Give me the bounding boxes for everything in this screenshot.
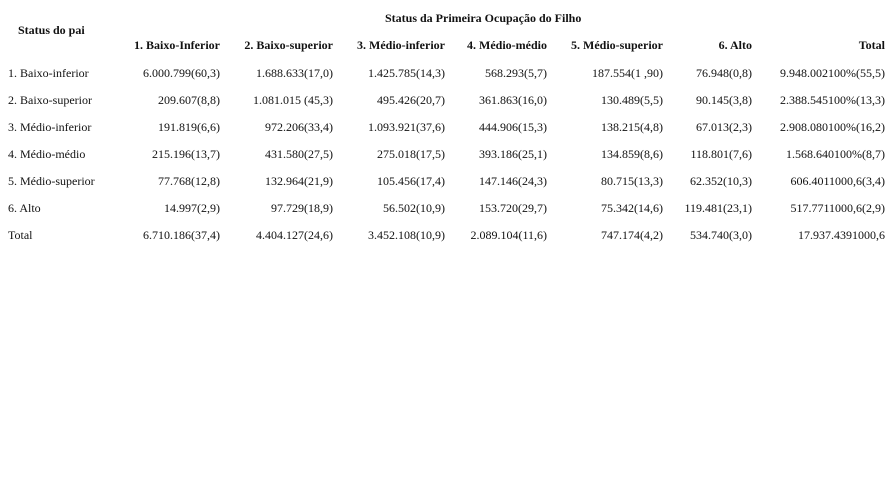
- column-header-2: 2. Baixo-superior: [244, 38, 333, 52]
- table-cell: 97.729(18,9): [271, 201, 333, 215]
- table-cell: 393.186(25,1): [479, 147, 547, 161]
- table-cell: 215.196(13,7): [152, 147, 220, 161]
- column-header-1: 1. Baixo-Inferior: [134, 38, 220, 52]
- column-header-4: 4. Médio-médio: [467, 38, 547, 52]
- table-cell: 76.948(0,8): [696, 66, 752, 80]
- total-cell: 3.452.108(10,9): [368, 228, 445, 242]
- total-cell: 4.404.127(24,6): [256, 228, 333, 242]
- table-cell: 191.819(6,6): [158, 120, 220, 134]
- table-cell: 187.554(1 ,90): [592, 66, 663, 80]
- table-cell-total: 9.948.002100%(55,5): [780, 66, 885, 80]
- table-cell: 138.215(4,8): [601, 120, 663, 134]
- table-cell: 105.456(17,4): [377, 174, 445, 188]
- table-cell: 56.502(10,9): [383, 201, 445, 215]
- table-cell: 1.425.785(14,3): [368, 66, 445, 80]
- table-cell: 90.145(3,8): [696, 93, 752, 107]
- table-cell: 1.093.921(37,6): [368, 120, 445, 134]
- grand-total-cell: 17.937.4391000,6: [798, 228, 885, 242]
- father-status-header: Status do pai: [18, 23, 85, 37]
- son-occupation-group-header: Status da Primeira Ocupação do Filho: [385, 11, 582, 25]
- table-cell: 132.964(21,9): [265, 174, 333, 188]
- column-header-3: 3. Médio-inferior: [357, 38, 445, 52]
- table-cell: 62.352(10,3): [690, 174, 752, 188]
- row-label: 1. Baixo-inferior: [8, 66, 89, 80]
- table-cell: 361.863(16,0): [479, 93, 547, 107]
- row-label: 4. Médio-médio: [8, 147, 86, 161]
- row-label: 6. Alto: [8, 201, 41, 215]
- table-cell: 1.081.015 (45,3): [253, 93, 333, 107]
- total-cell: 6.710.186(37,4): [143, 228, 220, 242]
- table-cell: 209.607(8,8): [158, 93, 220, 107]
- row-label: 2. Baixo-superior: [8, 93, 92, 107]
- table-cell: 130.489(5,5): [601, 93, 663, 107]
- table-cell: 118.801(7,6): [690, 147, 752, 161]
- table-cell-total: 606.4011000,6(3,4): [790, 174, 885, 188]
- table-cell: 147.146(24,3): [479, 174, 547, 188]
- table-cell: 972.206(33,4): [265, 120, 333, 134]
- table-cell: 119.481(23,1): [684, 201, 752, 215]
- table-cell-total: 2.908.080100%(16,2): [780, 120, 885, 134]
- row-label: 5. Médio-superior: [8, 174, 95, 188]
- table-cell: 568.293(5,7): [485, 66, 547, 80]
- total-cell: 2.089.104(11,6): [470, 228, 547, 242]
- table-cell: 67.013(2,3): [696, 120, 752, 134]
- column-header-6: 6. Alto: [718, 38, 752, 52]
- table-cell-total: 1.568.640100%(8,7): [786, 147, 885, 161]
- table-cell: 431.580(27,5): [265, 147, 333, 161]
- column-header-total: Total: [858, 38, 885, 52]
- table-cell: 14.997(2,9): [164, 201, 220, 215]
- table-cell: 134.859(8,6): [601, 147, 663, 161]
- table-cell: 75.342(14,6): [601, 201, 663, 215]
- total-cell: 534.740(3,0): [690, 228, 752, 242]
- table-cell: 495.426(20,7): [377, 93, 445, 107]
- table-cell-total: 2.388.545100%(13,3): [780, 93, 885, 107]
- table-cell: 153.720(29,7): [479, 201, 547, 215]
- column-header-5: 5. Médio-superior: [571, 38, 663, 52]
- table-cell-total: 517.7711000,6(2,9): [790, 201, 885, 215]
- table-cell: 77.768(12,8): [158, 174, 220, 188]
- table-cell: 80.715(13,3): [601, 174, 663, 188]
- table-cell: 1.688.633(17,0): [256, 66, 333, 80]
- total-cell: 747.174(4,2): [601, 228, 663, 242]
- row-label: 3. Médio-inferior: [8, 120, 92, 134]
- table-cell: 275.018(17,5): [377, 147, 445, 161]
- total-row-label: Total: [8, 228, 33, 242]
- table-cell: 6.000.799(60,3): [143, 66, 220, 80]
- table-cell: 444.906(15,3): [479, 120, 547, 134]
